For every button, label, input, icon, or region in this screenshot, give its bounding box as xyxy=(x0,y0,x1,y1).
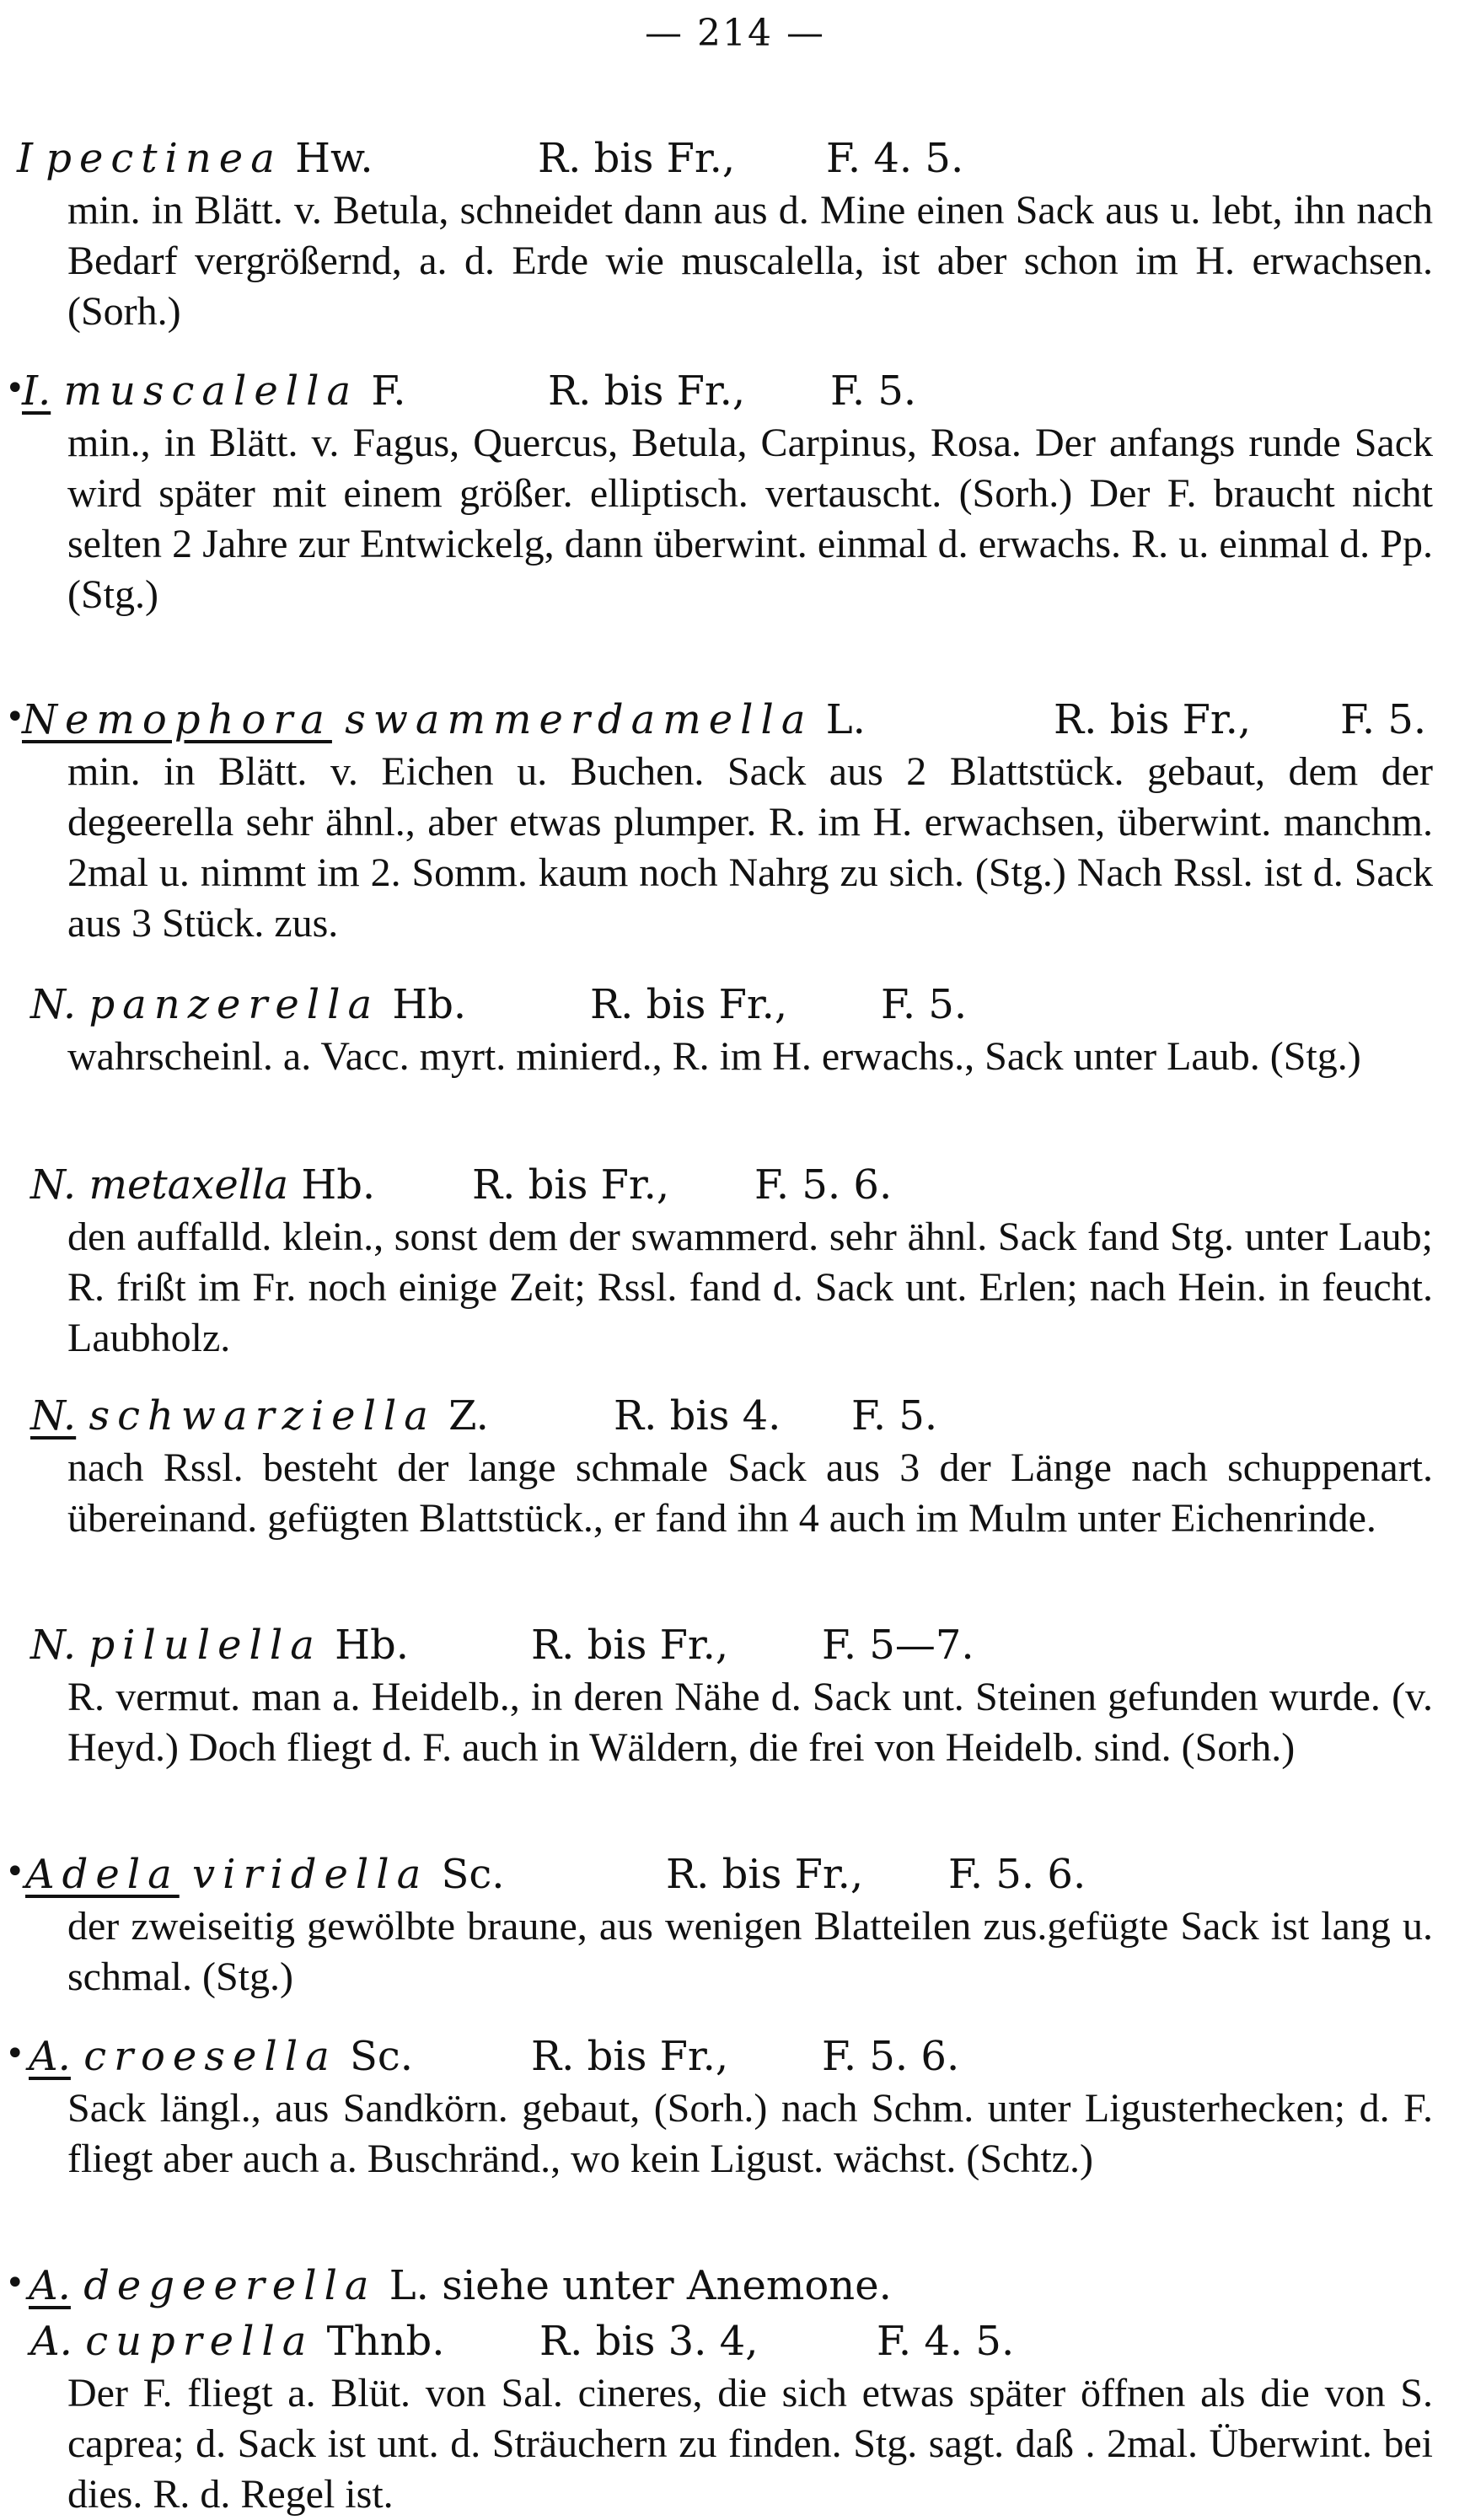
larva-period: R. bis Fr., xyxy=(1054,696,1252,743)
author-name: Sc. xyxy=(441,1851,505,1898)
species-entry xyxy=(0,696,1470,949)
entry-text: Der F. fliegt a. Blüt. von Sal. cineres, die sich etwas später öffnen als die von S. caprea; d. Sack ist unt. d. Sträuchern zu finden. Stg. sagt. daß . 2mal. Überwint. bei dies. R. d. Regel ist. xyxy=(67,2371,1433,2517)
genus-name: A. xyxy=(29,2262,71,2309)
species-entry xyxy=(0,1851,1470,2003)
species-name: degeerella xyxy=(83,2262,377,2309)
species-name: viridella xyxy=(192,1851,429,1898)
species-entry xyxy=(0,2262,1470,2313)
entry-text: min., in Blätt. v. Fagus, Quercus, Betula, Carpinus, Rosa. Der anfangs runde Sack wird später mit einem größer. elliptisch. vertauscht. (Sorh.) Der F. braucht nicht selten 2 Jahre zur Entwickelg, dann überwint. einmal d. erwachs. R. u. einmal d. Pp. (Stg.) xyxy=(67,421,1433,617)
flight-period: F. 5—7. xyxy=(822,1622,974,1669)
flight-period: F. 5. 6. xyxy=(948,1851,1086,1898)
entry-heading xyxy=(0,1392,1470,1443)
larva-period: R. bis Fr., xyxy=(590,981,788,1028)
entry-heading xyxy=(0,367,1470,418)
entry-marker: • xyxy=(5,698,25,737)
larva-period: R. bis Fr., xyxy=(666,1851,864,1898)
entry-heading xyxy=(0,2033,1470,2083)
taxon-name xyxy=(30,1622,409,1669)
flight-period: F. 5. xyxy=(1340,696,1427,743)
entry-text: wahrscheinl. a. Vacc. myrt. minierd., R. im H. erwachs., Sack unter Laub. (Stg.) xyxy=(67,1034,1361,1079)
author-name: Sc. xyxy=(349,2033,413,2080)
species-name: cuprella xyxy=(85,2318,314,2365)
species-entry xyxy=(0,981,1470,1082)
author-name: Hw. xyxy=(295,135,373,182)
species-entry xyxy=(0,2318,1470,2520)
taxon-name xyxy=(30,2318,444,2365)
page-number: — 214 — xyxy=(645,12,825,55)
species-name: swammerdamella xyxy=(345,696,813,743)
flight-period: F. 5. xyxy=(851,1392,938,1440)
genus-name: I. xyxy=(22,367,51,415)
taxon-name xyxy=(17,135,373,182)
species-name: pectinea xyxy=(46,135,282,182)
species-name: metaxella xyxy=(89,1161,289,1209)
entry-heading xyxy=(0,2318,1470,2368)
taxon-name xyxy=(29,2262,892,2309)
entry-text: den auffalld. klein., sonst dem der swammerd. sehr ähnl. Sack fand Stg. unter Laub; R. frißt im Fr. noch einige Zeit; Rssl. fand d. Sack unt. Erlen; nach Hein. in feucht. Laubholz. xyxy=(67,1214,1433,1360)
flight-period: F. 4. 5. xyxy=(826,135,964,182)
entry-text: R. vermut. man a. Heidelb., in deren Nähe d. Sack unt. Steinen gefunden wurde. (v. Heyd.) Doch fliegt d. F. auch in Wäldern, die frei von Heidelb. sind. (Sorh.) xyxy=(67,1675,1433,1770)
entry-heading xyxy=(0,1161,1470,1212)
species-entry xyxy=(0,1392,1470,1544)
larva-period: R. bis 4. xyxy=(614,1392,781,1440)
genus-name: N. xyxy=(30,1622,77,1669)
entry-text: Sack längl., aus Sandkörn. gebaut, (Sorh.) nach Schm. unter Ligusterhecken; d. F. fliegt aber auch a. Buschränd., wo kein Ligust. wächst. (Schtz.) xyxy=(67,2086,1433,2181)
author-name: L. siehe unter Anemone. xyxy=(389,2262,892,2309)
entry-heading xyxy=(0,2262,1470,2313)
genus-name: N. xyxy=(30,1161,77,1209)
entry-marker: • xyxy=(5,2035,25,2073)
author-name: L. xyxy=(825,696,866,743)
taxon-name xyxy=(30,981,466,1028)
taxon-name xyxy=(29,2033,413,2080)
author-name: Z. xyxy=(448,1392,489,1440)
species-entry xyxy=(0,1161,1470,1364)
entry-text: nach Rssl. besteht der lange schmale Sack aus 3 der Länge nach schuppenart. übereinand. gefügten Blattstück., er fand ihn 4 auch im Mulm unter Eichenrinde. xyxy=(67,1445,1433,1541)
entry-marker: • xyxy=(5,369,25,408)
flight-period: F. 5. xyxy=(881,981,968,1028)
genus-name: A. xyxy=(30,2318,72,2365)
species-name: muscalella xyxy=(63,367,359,415)
taxon-name xyxy=(22,696,866,743)
larva-period: R. bis Fr., xyxy=(531,2033,729,2080)
entry-text: min. in Blätt. v. Eichen u. Buchen. Sack aus 2 Blattstück. gebaut, dem der degeerella sehr ähnl., aber etwas plumper. R. im H. erwachsen, überwint. manchm. 2mal u. nimmt im 2. Somm. kaum noch Nahrg zu sich. (Stg.) Nach Rssl. ist d. Sack aus 3 Stück. zus. xyxy=(67,749,1433,946)
species-name: panzerella xyxy=(89,981,380,1028)
flight-period: F. 5. 6. xyxy=(754,1161,893,1209)
species-entry xyxy=(0,2033,1470,2185)
larva-period: R. bis Fr., xyxy=(538,135,736,182)
entry-heading xyxy=(0,696,1470,747)
flight-period: F. 5. 6. xyxy=(822,2033,960,2080)
species-entry xyxy=(0,367,1470,620)
author-name: Hb. xyxy=(335,1622,409,1669)
larva-period: R. bis Fr., xyxy=(548,367,746,415)
entry-marker: • xyxy=(5,2264,25,2303)
genus-name: N. xyxy=(30,1392,77,1440)
larva-period: R. bis Fr., xyxy=(472,1161,670,1209)
entry-heading xyxy=(0,135,1470,185)
author-name: F. xyxy=(371,367,406,415)
entry-heading xyxy=(0,1851,1470,1901)
genus-name: I xyxy=(17,135,33,182)
species-name: schwarziella xyxy=(89,1392,436,1440)
entry-text: min. in Blätt. v. Betula, schneidet dann aus d. Mine einen Sack aus u. lebt, ihn nach Bedarf vergrößernd, a. d. Erde wie muscalella, ist aber schon im H. erwachsen. (Sorh.) xyxy=(67,188,1433,334)
species-entry xyxy=(0,135,1470,337)
genus-name: Adela xyxy=(25,1851,180,1898)
genus-name: Nemophora xyxy=(22,696,332,743)
species-entry xyxy=(0,1622,1470,1773)
taxon-name xyxy=(22,367,405,415)
larva-period: R. bis 3. 4, xyxy=(539,2318,759,2365)
entry-heading xyxy=(0,1622,1470,1672)
author-name: Thnb. xyxy=(326,2318,445,2365)
entry-marker: • xyxy=(5,1852,25,1891)
genus-name: N. xyxy=(30,981,77,1028)
flight-period: F. 5. xyxy=(830,367,917,415)
flight-period: F. 4. 5. xyxy=(877,2318,1015,2365)
entry-heading xyxy=(0,981,1470,1032)
taxon-name xyxy=(30,1161,375,1209)
author-name: Hb. xyxy=(301,1161,376,1209)
author-name: Hb. xyxy=(392,981,467,1028)
species-name: croesella xyxy=(83,2033,337,2080)
taxon-name xyxy=(30,1392,489,1440)
taxon-name xyxy=(25,1851,505,1898)
entry-text: der zweiseitig gewölbte braune, aus wenigen Blatteilen zus.gefügte Sack ist lang u. schmal. (Stg.) xyxy=(67,1904,1433,1999)
genus-name: A. xyxy=(29,2033,71,2080)
larva-period: R. bis Fr., xyxy=(531,1622,729,1669)
species-name: pilulella xyxy=(89,1622,322,1669)
